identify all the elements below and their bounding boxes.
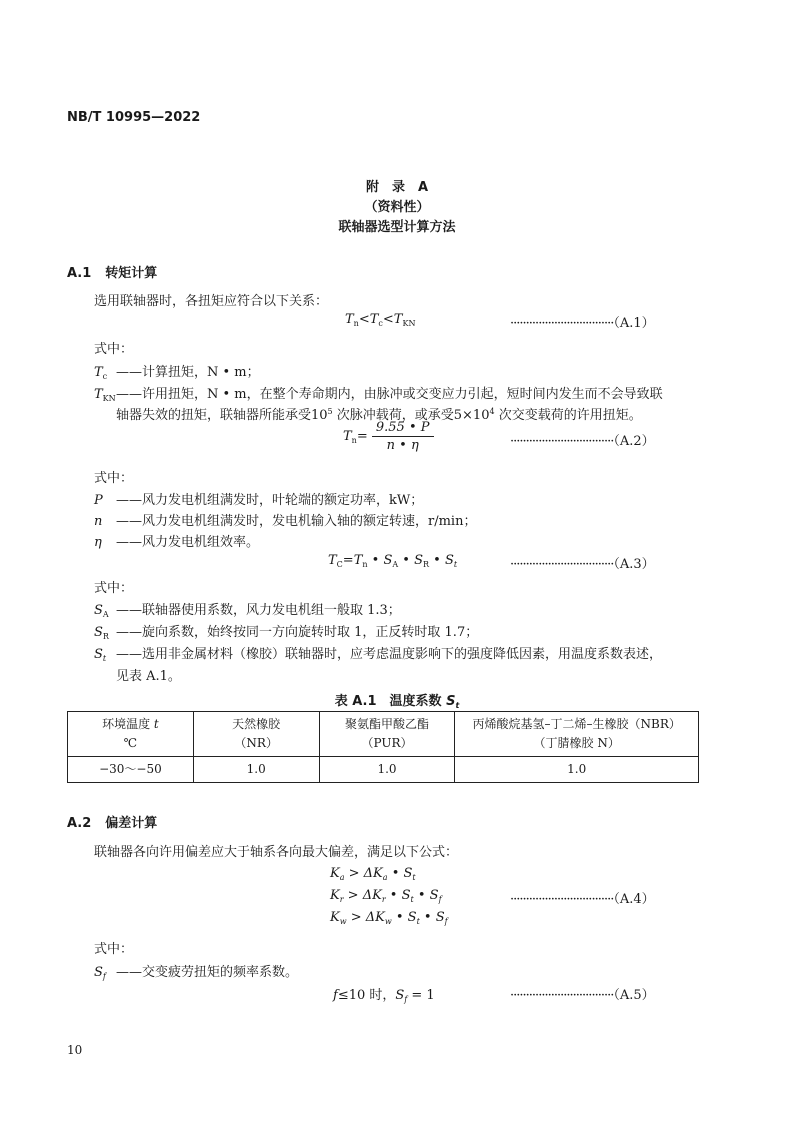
equation-a2-number: ·································（A.2） [510,434,655,449]
fraction-denominator: n • η [386,438,419,453]
fraction-numerator: 9.55 • P [372,420,434,437]
table-header-cell: 环境温度 t ℃ [68,712,194,757]
def-p: P ——风力发电机组满发时，叶轮端的额定功率，kW； [94,493,424,508]
page-number: 10 [67,1043,83,1057]
equation-a5: f≤10 时，$S_f = 1$ [333,988,435,1004]
table-row [68,757,699,783]
equation-a4-kw: $K_w > \Delta K_w$ • $S_t$ • $S_f$ [330,910,448,926]
equation-a4-ka: $K_a > \Delta K_a$ • $S_t$ [330,866,416,882]
equation-a1-number: ·································（A.1） [510,316,655,331]
doc-id: NB/T 10995—2022 [67,110,201,125]
where-label: 式中： [94,942,134,957]
table-header-row [68,712,699,757]
def-sf: $S_f$ ——交变疲劳扭矩的频率系数。 [94,965,299,981]
table-header-cell: 丙烯酸烷基氢–丁二烯–生橡胶（NBR） （丁腈橡胶 N） [455,712,699,757]
table-caption: 表 A.1 温度系数 $S_t$ [334,694,460,710]
temperature-coefficient-table [67,711,699,783]
table-cell: 1.0 [455,757,699,783]
def-tc: $T_c$ ——计算扭矩，N • m； [94,365,260,381]
intro-text: 选用联轴器时，各扭矩应符合以下关系： [94,294,329,309]
where-label: 式中： [94,342,134,357]
table-header-cell: 天然橡胶 （NR） [193,712,319,757]
equation-a2: $T_n=$ $\frac{9.55 • P}{n • \eta}$ [343,420,434,453]
table-cell: −30～−50 [68,757,194,783]
where-label: 式中： [94,581,134,596]
appendix-title: 附 录 A [365,180,429,195]
where-label: 式中： [94,471,134,486]
def-st-cont: 见表 A.1。 [116,669,181,684]
intro-text-a2: 联轴器各向许用偏差应大于轴系各向最大偏差，满足以下公式： [94,845,459,860]
section-heading-a1: A.1 转矩计算 [67,266,158,281]
equation-a4-kr: $K_r > \Delta K_r$ • $S_t$ • $S_f$ [330,888,442,904]
table-cell: 1.0 [193,757,319,783]
equation-a1: $T_n<T_c<T_{KN}$ [345,312,416,328]
def-sa: $S_A$ ——联轴器使用系数，风力发电机组一般取 1.3； [94,603,401,619]
def-eta: η ——风力发电机组效率。 [94,535,260,550]
table-header-cell: 聚氨酯甲酸乙酯 （PUR） [319,712,455,757]
equation-a3-number: ·································（A.3） [510,557,655,572]
equation-a3: $T_C=T_n$ • $S_A$ • $S_R$ • $S_t$ [328,553,458,569]
equation-a4-number: ·································（A.4） [510,892,655,907]
table-cell: 1.0 [319,757,455,783]
appendix-type: （资料性） [364,200,430,215]
equation-a5-number: ·································（A.5） [510,988,655,1003]
def-st: $S_t$ ——选用非金属材料（橡胶）联轴器时，应考虑温度影响下的强度降低因素，用温度系数表述， [94,647,663,663]
section-heading-a2: A.2 偏差计算 [67,816,158,831]
def-tkn-cont: 轴器失效的扭矩，联轴器所能承受$10^5$ 次脉冲载荷，或承受$5\times 10^4$ 次交变载荷的许用扭矩。 [116,407,642,423]
def-sr: $S_R$ ——旋向系数，始终按同一方向旋转时取 1，正反转时取 1.7； [94,625,479,641]
def-n: n ——风力发电机组满发时，发电机输入轴的额定转速，r/min； [94,514,477,529]
def-tkn: $T_{KN}——$许用扭矩，N • m，在整个寿命期内，由脉冲或交变应力引起，短时间内发生而不会导致联 [94,387,663,403]
appendix-subtitle: 联轴器选型计算方法 [338,220,456,235]
